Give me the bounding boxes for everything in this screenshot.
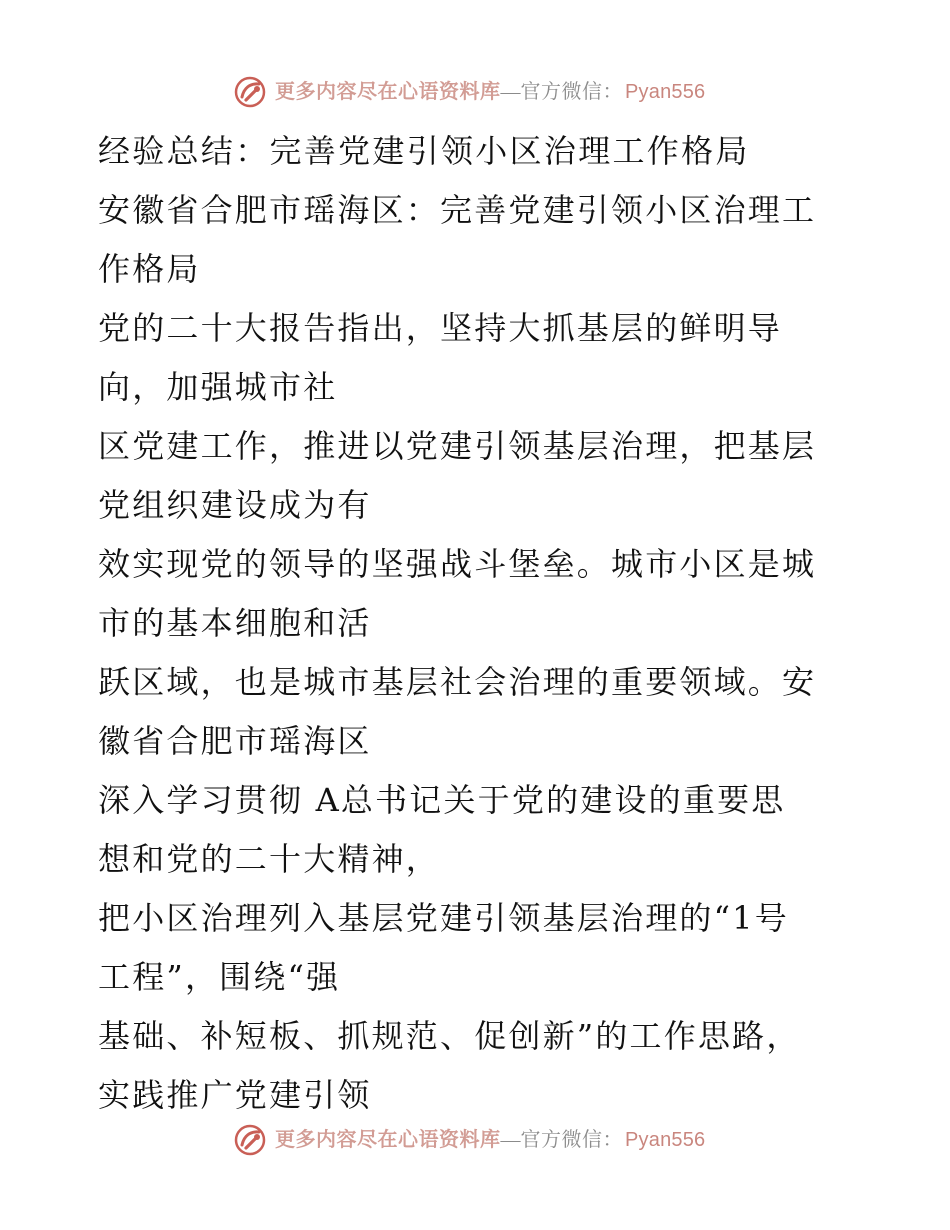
- paragraph-4-line-1: 跃区域，也是城市基层社会治理的重要领域。安: [98, 663, 817, 701]
- paragraph-7-line-1: 基础、补短板、抓规范、促创新”的工作思路，: [98, 1017, 801, 1055]
- paragraph-1-line-2: 向，加强城市社: [98, 368, 338, 406]
- brand-logo-icon: [233, 1123, 267, 1157]
- watermark-label: 官方微信：: [520, 81, 623, 103]
- watermark-separator: —: [500, 81, 521, 103]
- document-title: 经验总结：完善党建引领小区治理工作格局: [98, 132, 750, 170]
- brand-logo-icon: [233, 75, 267, 109]
- watermark-id: Pyan556: [625, 1129, 706, 1151]
- paragraph-5-line-2: 想和党的二十大精神，: [98, 840, 441, 878]
- paragraph-7-line-2: 实践推广党建引领: [98, 1076, 372, 1112]
- bottom-watermark: [233, 1120, 713, 1160]
- watermark-brand: 更多内容尽在心语资料库: [275, 81, 501, 103]
- paragraph-6-line-2: 工程”，围绕“强: [98, 958, 341, 996]
- paragraph-2-line-2: 党组织建设成为有: [98, 486, 372, 524]
- paragraph-4-line-2: 徽省合肥市瑶海区: [98, 722, 372, 760]
- subtitle-line-2: 作格局: [98, 250, 201, 288]
- paragraph-3-line-2: 市的基本细胞和活: [98, 604, 372, 642]
- watermark-separator: —: [500, 1129, 521, 1151]
- watermark-text: [275, 1130, 705, 1150]
- document-body: [98, 122, 858, 1112]
- watermark-label: 官方微信：: [520, 1129, 623, 1151]
- subtitle-line-1: 安徽省合肥市瑶海区：完善党建引领小区治理工: [98, 191, 817, 229]
- paragraph-3-line-1: 效实现党的领导的坚强战斗堡垒。城市小区是城: [98, 545, 817, 583]
- paragraph-6-line-1: 把小区治理列入基层党建引领基层治理的“1号: [98, 899, 789, 937]
- paragraph-1-line-1: 党的二十大报告指出，坚持大抓基层的鲜明导: [98, 309, 783, 347]
- watermark-text: [275, 82, 705, 102]
- paragraph-5-line-1: 深入学习贯彻 A总书记关于党的建设的重要思: [98, 781, 786, 819]
- watermark-brand: 更多内容尽在心语资料库: [275, 1129, 501, 1151]
- watermark-id: Pyan556: [625, 81, 706, 103]
- top-watermark: [233, 72, 713, 112]
- paragraph-2-line-1: 区党建工作，推进以党建引领基层治理，把基层: [98, 427, 817, 465]
